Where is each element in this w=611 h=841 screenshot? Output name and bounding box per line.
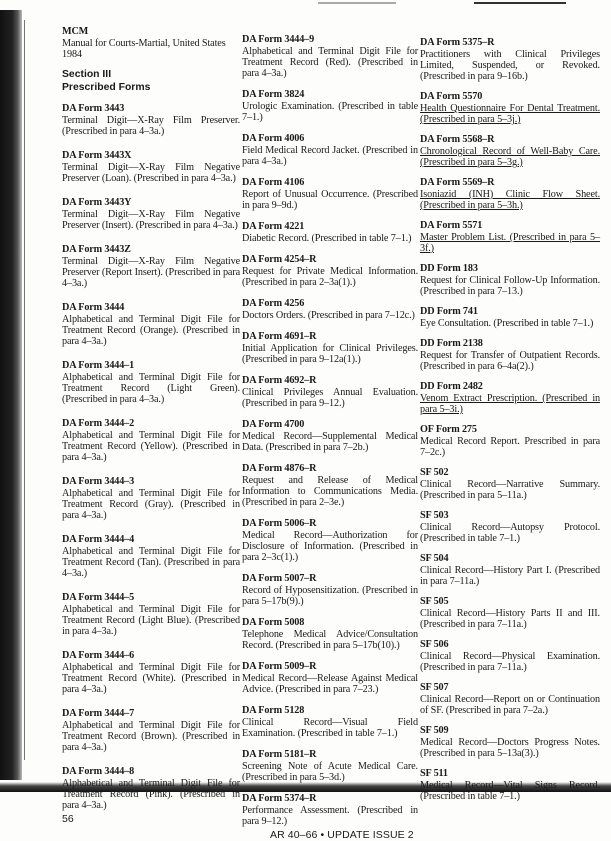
form-entry <box>242 254 418 288</box>
form-code: DA Form 3443X <box>62 150 132 161</box>
form-entry <box>420 177 600 211</box>
form-description: Initial Application for Clinical Privileges. (Prescribed in para 9–12a(1).) <box>242 343 418 365</box>
form-description: Screening Note of Acute Medical Care. (Prescribed in para 5–3d.) <box>242 761 418 783</box>
form-description: Clinical Record—Report on or Continuation of SF. (Prescribed in para 7–2a.) <box>420 694 600 716</box>
form-code: DA Form 5009–R <box>242 661 317 672</box>
form-code: DA Form 3443Z <box>62 244 131 255</box>
form-entry <box>242 749 418 783</box>
form-code: DA Form 5570 <box>420 91 483 102</box>
form-description: Terminal Digit—X-Ray Film Negative Preserver (Insert). (Prescribed in para 4–3a.) <box>62 209 240 231</box>
form-entry <box>420 725 600 759</box>
form-code: DA Form 4691–R <box>242 331 317 342</box>
form-entry <box>420 91 600 125</box>
form-entry <box>62 418 240 463</box>
form-code: DA Form 5571 <box>420 220 483 231</box>
page-number: 56 <box>62 813 74 825</box>
form-description: Eye Consultation. (Prescribed in table 7–1.) <box>420 318 594 329</box>
form-description: Terminal Digit—X-Ray Film Preserver. (Prescribed in para 4–3a.) <box>62 115 240 137</box>
form-code: DA Form 3444–9 <box>242 34 315 45</box>
form-description: Report of Unusual Occurrence. (Prescribed in para 9–9d.) <box>242 189 418 211</box>
form-description: Terminal Digit—X-Ray Film Negative Preserver (Report Insert). (Prescribed in para 4–3a.) <box>62 256 240 289</box>
form-entry <box>62 103 240 137</box>
form-description: Urologic Examination. (Prescribed in table 7–1.) <box>242 101 418 123</box>
form-code: DA Form 3824 <box>242 89 305 100</box>
form-entry <box>420 682 600 716</box>
form-entry <box>242 617 418 651</box>
form-entry <box>242 793 418 827</box>
form-entry <box>242 463 418 508</box>
form-entry <box>242 573 418 607</box>
form-entry <box>242 177 418 211</box>
form-description: Clinical Record—History Part I. (Prescribed in para 7–11a.) <box>420 565 600 587</box>
form-entry <box>62 244 240 289</box>
form-entry <box>420 37 600 82</box>
form-entry <box>420 768 600 802</box>
form-entry <box>242 331 418 365</box>
form-code: DA Form 4256 <box>242 298 305 309</box>
form-code: DA Form 5008 <box>242 617 305 628</box>
form-code: DD Form 183 <box>420 263 478 274</box>
form-description: Medical Record—Supplemental Medical Data. (Prescribed in para 7–2b.) <box>242 431 418 453</box>
form-description: Diabetic Record. (Prescribed in table 7–1.) <box>242 233 412 244</box>
form-code: DA Form 5128 <box>242 705 305 716</box>
form-entry <box>62 360 240 405</box>
form-description: Chronological Record of Well-Baby Care. (Prescribed in para 5–3g.) <box>420 146 600 168</box>
form-entry <box>62 708 240 753</box>
form-entry <box>420 263 600 297</box>
form-code: DA Form 4006 <box>242 133 305 144</box>
scan-margin-line <box>24 20 25 760</box>
form-entry <box>242 89 418 123</box>
form-code: SF 509 <box>420 725 449 736</box>
form-description: Alphabetical and Terminal Digit File for Treatment Record (Gray). (Prescribed in para 4–3a.) <box>62 488 240 521</box>
form-entry <box>242 661 418 695</box>
form-entry <box>420 467 600 501</box>
form-entry <box>420 306 600 329</box>
form-code: DA Form 5569–R <box>420 177 495 188</box>
form-entry <box>420 553 600 587</box>
form-entry <box>420 338 600 372</box>
form-entry <box>62 150 240 184</box>
form-description: Record of Hyposensitization. (Prescribed in para 5–17b(9).) <box>242 585 418 607</box>
form-code: DA Form 5374–R <box>242 793 317 804</box>
form-code: DA Form 4106 <box>242 177 305 188</box>
form-entry <box>62 197 240 231</box>
form-code: DA Form 3444 <box>62 302 125 313</box>
form-entry <box>62 534 240 579</box>
form-description: Request for Transfer of Outpatient Records. (Prescribed in para 6–4a(2).) <box>420 350 600 372</box>
form-entry <box>420 510 600 544</box>
form-code: SF 504 <box>420 553 449 564</box>
form-code: DA Form 4876–R <box>242 463 317 474</box>
form-code: DD Form 2138 <box>420 338 483 349</box>
form-description: Alphabetical and Terminal Digit File for Treatment Record (White). (Prescribed in para 4–3a.) <box>62 662 240 695</box>
form-description: Clinical Record—Narrative Summary. (Prescribed in para 5–11a.) <box>420 479 600 501</box>
form-code: DD Form 2482 <box>420 381 483 392</box>
form-description: Clinical Privileges Annual Evaluation. (Prescribed in para 9–12.) <box>242 387 418 409</box>
form-code: SF 503 <box>420 510 449 521</box>
form-code: SF 507 <box>420 682 449 693</box>
reference-code: MCM <box>62 26 89 37</box>
form-description: Performance Assessment. (Prescribed in para 9–12.) <box>242 805 418 827</box>
form-description: Clinical Record—Physical Examination. (Prescribed in para 7–11a.) <box>420 651 600 673</box>
reference-title: Manual for Courts-Martial, United States 1984 <box>62 38 226 60</box>
form-code: DA Form 4700 <box>242 419 305 430</box>
form-description: Alphabetical and Terminal Digit File for Treatment Record (Brown). (Prescribed in para 4–3a.) <box>62 720 240 753</box>
form-code: DA Form 3444–6 <box>62 650 135 661</box>
column-2 <box>242 34 418 827</box>
form-entry <box>420 424 600 458</box>
form-code: DA Form 3444–1 <box>62 360 135 371</box>
form-entry <box>420 596 600 630</box>
form-entry <box>62 476 240 521</box>
form-code: DA Form 5181–R <box>242 749 317 760</box>
section-number: Section III <box>62 69 112 80</box>
form-description: Alphabetical and Terminal Digit File for Treatment Record (Light Blue). (Prescribed in para 4–3a.) <box>62 604 240 637</box>
form-entry <box>242 34 418 79</box>
form-description: Medical Record—Authorization for Disclosure of Information. (Prescribed in para 2–3c(1).) <box>242 530 418 563</box>
form-entry <box>242 298 418 321</box>
form-code: DA Form 3443Y <box>62 197 132 208</box>
form-entry <box>242 705 418 739</box>
form-code: SF 502 <box>420 467 449 478</box>
form-description: Isoniazid (INH) Clinic Flow Sheet. (Prescribed in para 5–3h.) <box>420 189 600 211</box>
form-code: DA Form 3444–8 <box>62 766 135 777</box>
form-code: DD Form 741 <box>420 306 478 317</box>
form-description: Master Problem List. (Prescribed in para 5–3f.) <box>420 232 600 254</box>
form-code: DA Form 5006–R <box>242 518 317 529</box>
form-entry <box>420 134 600 168</box>
form-description: Alphabetical and Terminal Digit File for Treatment Record (Pink). (Prescribed in para 4–3a.) <box>62 778 240 811</box>
form-code: OF Form 275 <box>420 424 477 435</box>
form-description: Alphabetical and Terminal Digit File for Treatment Record (Yellow). (Prescribed in para 4–3a.) <box>62 430 240 463</box>
form-entry <box>242 221 418 244</box>
form-entry <box>62 592 240 637</box>
form-description: Clinical Record—Autopsy Protocol. (Prescribed in table 7–1.) <box>420 522 600 544</box>
form-code: DA Form 3444–4 <box>62 534 135 545</box>
form-code: DA Form 5007–R <box>242 573 317 584</box>
form-code: DA Form 3444–3 <box>62 476 135 487</box>
form-code: DA Form 5375–R <box>420 37 495 48</box>
form-code: DA Form 4254–R <box>242 254 317 265</box>
form-description: Alphabetical and Terminal Digit File for Treatment Record (Orange). (Prescribed in para 4–3a.) <box>62 314 240 347</box>
form-description: Alphabetical and Terminal Digit File for Treatment Record (Red). (Prescribed in para 4–3a.) <box>242 46 418 79</box>
column-1 <box>62 26 240 811</box>
scan-binding-shadow <box>0 10 22 780</box>
form-entry <box>420 639 600 673</box>
form-description: Alphabetical and Terminal Digit File for Treatment Record (Light Green). (Prescribed in para 4–3a.) <box>62 372 240 405</box>
page-footer: AR 40–66 • UPDATE ISSUE 2 <box>270 829 414 841</box>
form-entry <box>242 419 418 453</box>
form-description: Medical Record Report. Prescribed in para 7–2c.) <box>420 436 600 458</box>
form-description: Venom Extract Prescription. (Prescribed in para 5–3i.) <box>420 393 600 415</box>
form-code: SF 506 <box>420 639 449 650</box>
form-code: DA Form 5568–R <box>420 134 495 145</box>
form-description: Alphabetical and Terminal Digit File for Treatment Record (Tan). (Prescribed in para 4–3a.) <box>62 546 240 579</box>
form-entry <box>242 518 418 563</box>
form-description: Request and Release of Medical Information to Communications Media. (Prescribed in para 2–3e.) <box>242 475 418 508</box>
form-description: Clinical Record—History Parts II and III. (Prescribed in para 7–11a.) <box>420 608 600 630</box>
form-code: DA Form 4692–R <box>242 375 317 386</box>
form-code: SF 511 <box>420 768 448 779</box>
form-code: DA Form 3444–7 <box>62 708 135 719</box>
column-3 <box>420 37 600 802</box>
form-description: Health Questionnaire For Dental Treatment. (Prescribed in para 5–3j.) <box>420 103 600 125</box>
form-entry <box>62 302 240 347</box>
form-code: DA Form 3444–5 <box>62 592 135 603</box>
form-description: Medical Record—Doctors Progress Notes. (Prescribed in para 5–13a(3).) <box>420 737 600 759</box>
form-entry <box>242 133 418 167</box>
form-code: DA Form 3444–2 <box>62 418 135 429</box>
form-entry <box>62 650 240 695</box>
form-entry <box>62 766 240 811</box>
form-code: SF 505 <box>420 596 449 607</box>
form-description: Request for Private Medical Information. (Prescribed in para 2–3a(1).) <box>242 266 418 288</box>
form-code: DA Form 4221 <box>242 221 305 232</box>
form-description: Doctors Orders. (Prescribed in para 7–12c.) <box>242 310 415 321</box>
form-code: DA Form 3443 <box>62 103 125 114</box>
form-description: Medical Record—Vital Signs Record. (Prescribed in table 7–1.) <box>420 780 600 802</box>
form-description: Field Medical Record Jacket. (Prescribed in para 4–3a.) <box>242 145 418 167</box>
section-header <box>62 69 240 94</box>
scan-top-mark <box>474 2 566 4</box>
form-description: Telephone Medical Advice/Consultation Record. (Prescribed in para 5–17b(10).) <box>242 629 418 651</box>
form-description: Medical Record—Release Against Medical Advice. (Prescribed in para 7–23.) <box>242 673 418 695</box>
form-description: Terminal Digit—X-Ray Film Negative Preserver (Loan). (Prescribed in para 4–3a.) <box>62 162 240 184</box>
form-entry <box>420 220 600 254</box>
form-description: Practitioners with Clinical Privileges Limited, Suspended, or Revoked. (Prescribed in para 9–16b.) <box>420 49 600 82</box>
reference-entry <box>62 26 240 60</box>
form-description: Clinical Record—Visual Field Examination. (Prescribed in table 7–1.) <box>242 717 418 739</box>
form-entry <box>242 375 418 409</box>
form-description: Request for Clinical Follow-Up Information. (Prescribed in para 7–13.) <box>420 275 600 297</box>
form-entry <box>420 381 600 415</box>
scan-top-mark <box>318 2 396 4</box>
section-title: Prescribed Forms <box>62 81 151 93</box>
